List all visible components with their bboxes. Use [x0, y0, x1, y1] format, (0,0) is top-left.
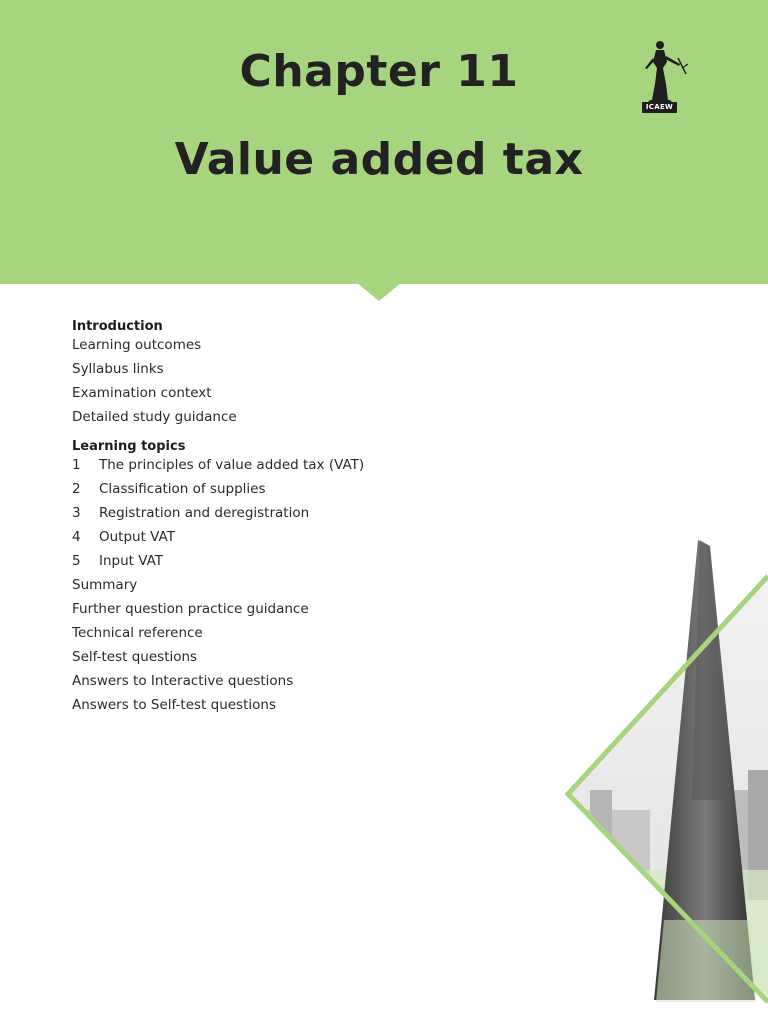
shard-skyscraper-diamond-image	[560, 540, 768, 1024]
contents-item-self-test-questions[interactable]: Self-test questions	[72, 649, 198, 665]
learning-topic-2[interactable]	[72, 480, 542, 504]
topic-label: Output VAT	[99, 529, 175, 545]
learning-topics-heading: Learning topics	[72, 439, 186, 454]
contents-item-learning-outcomes[interactable]: Learning outcomes	[72, 337, 202, 353]
contents-item-answers-interactive[interactable]: Answers to Interactive questions	[72, 673, 294, 689]
contents-item-technical-reference[interactable]: Technical reference	[72, 625, 203, 641]
header-notch-arrow	[357, 283, 401, 301]
topic-number: 4	[72, 529, 81, 545]
topic-label: The principles of value added tax (VAT)	[99, 457, 365, 473]
contents-item-answers-self-test[interactable]: Answers to Self-test questions	[72, 697, 276, 713]
learning-topic-3[interactable]	[72, 504, 542, 528]
chapter-number: Chapter 11	[239, 46, 519, 97]
introduction-heading: Introduction	[72, 319, 163, 334]
topic-number: 2	[72, 481, 81, 497]
topic-number: 5	[72, 553, 81, 569]
topic-label: Input VAT	[99, 553, 164, 569]
learning-topic-1[interactable]	[72, 456, 542, 480]
topic-number: 3	[72, 505, 81, 521]
contents-item-further-question-practice[interactable]: Further question practice guidance	[72, 601, 309, 617]
chapter-title: Value added tax	[174, 134, 584, 185]
contents-item-summary[interactable]: Summary	[72, 577, 138, 593]
icaew-logo-text: ICAEW	[642, 102, 677, 113]
topic-label: Registration and deregistration	[99, 505, 310, 521]
chapter-contents-list	[72, 318, 542, 720]
contents-item-detailed-study-guidance[interactable]: Detailed study guidance	[72, 409, 237, 425]
contents-item-examination-context[interactable]: Examination context	[72, 385, 212, 401]
topic-label: Classification of supplies	[99, 481, 266, 497]
contents-item-syllabus-links[interactable]: Syllabus links	[72, 361, 164, 377]
learning-topic-5[interactable]	[72, 552, 542, 576]
learning-topic-4[interactable]	[72, 528, 542, 552]
topic-number: 1	[72, 457, 81, 473]
